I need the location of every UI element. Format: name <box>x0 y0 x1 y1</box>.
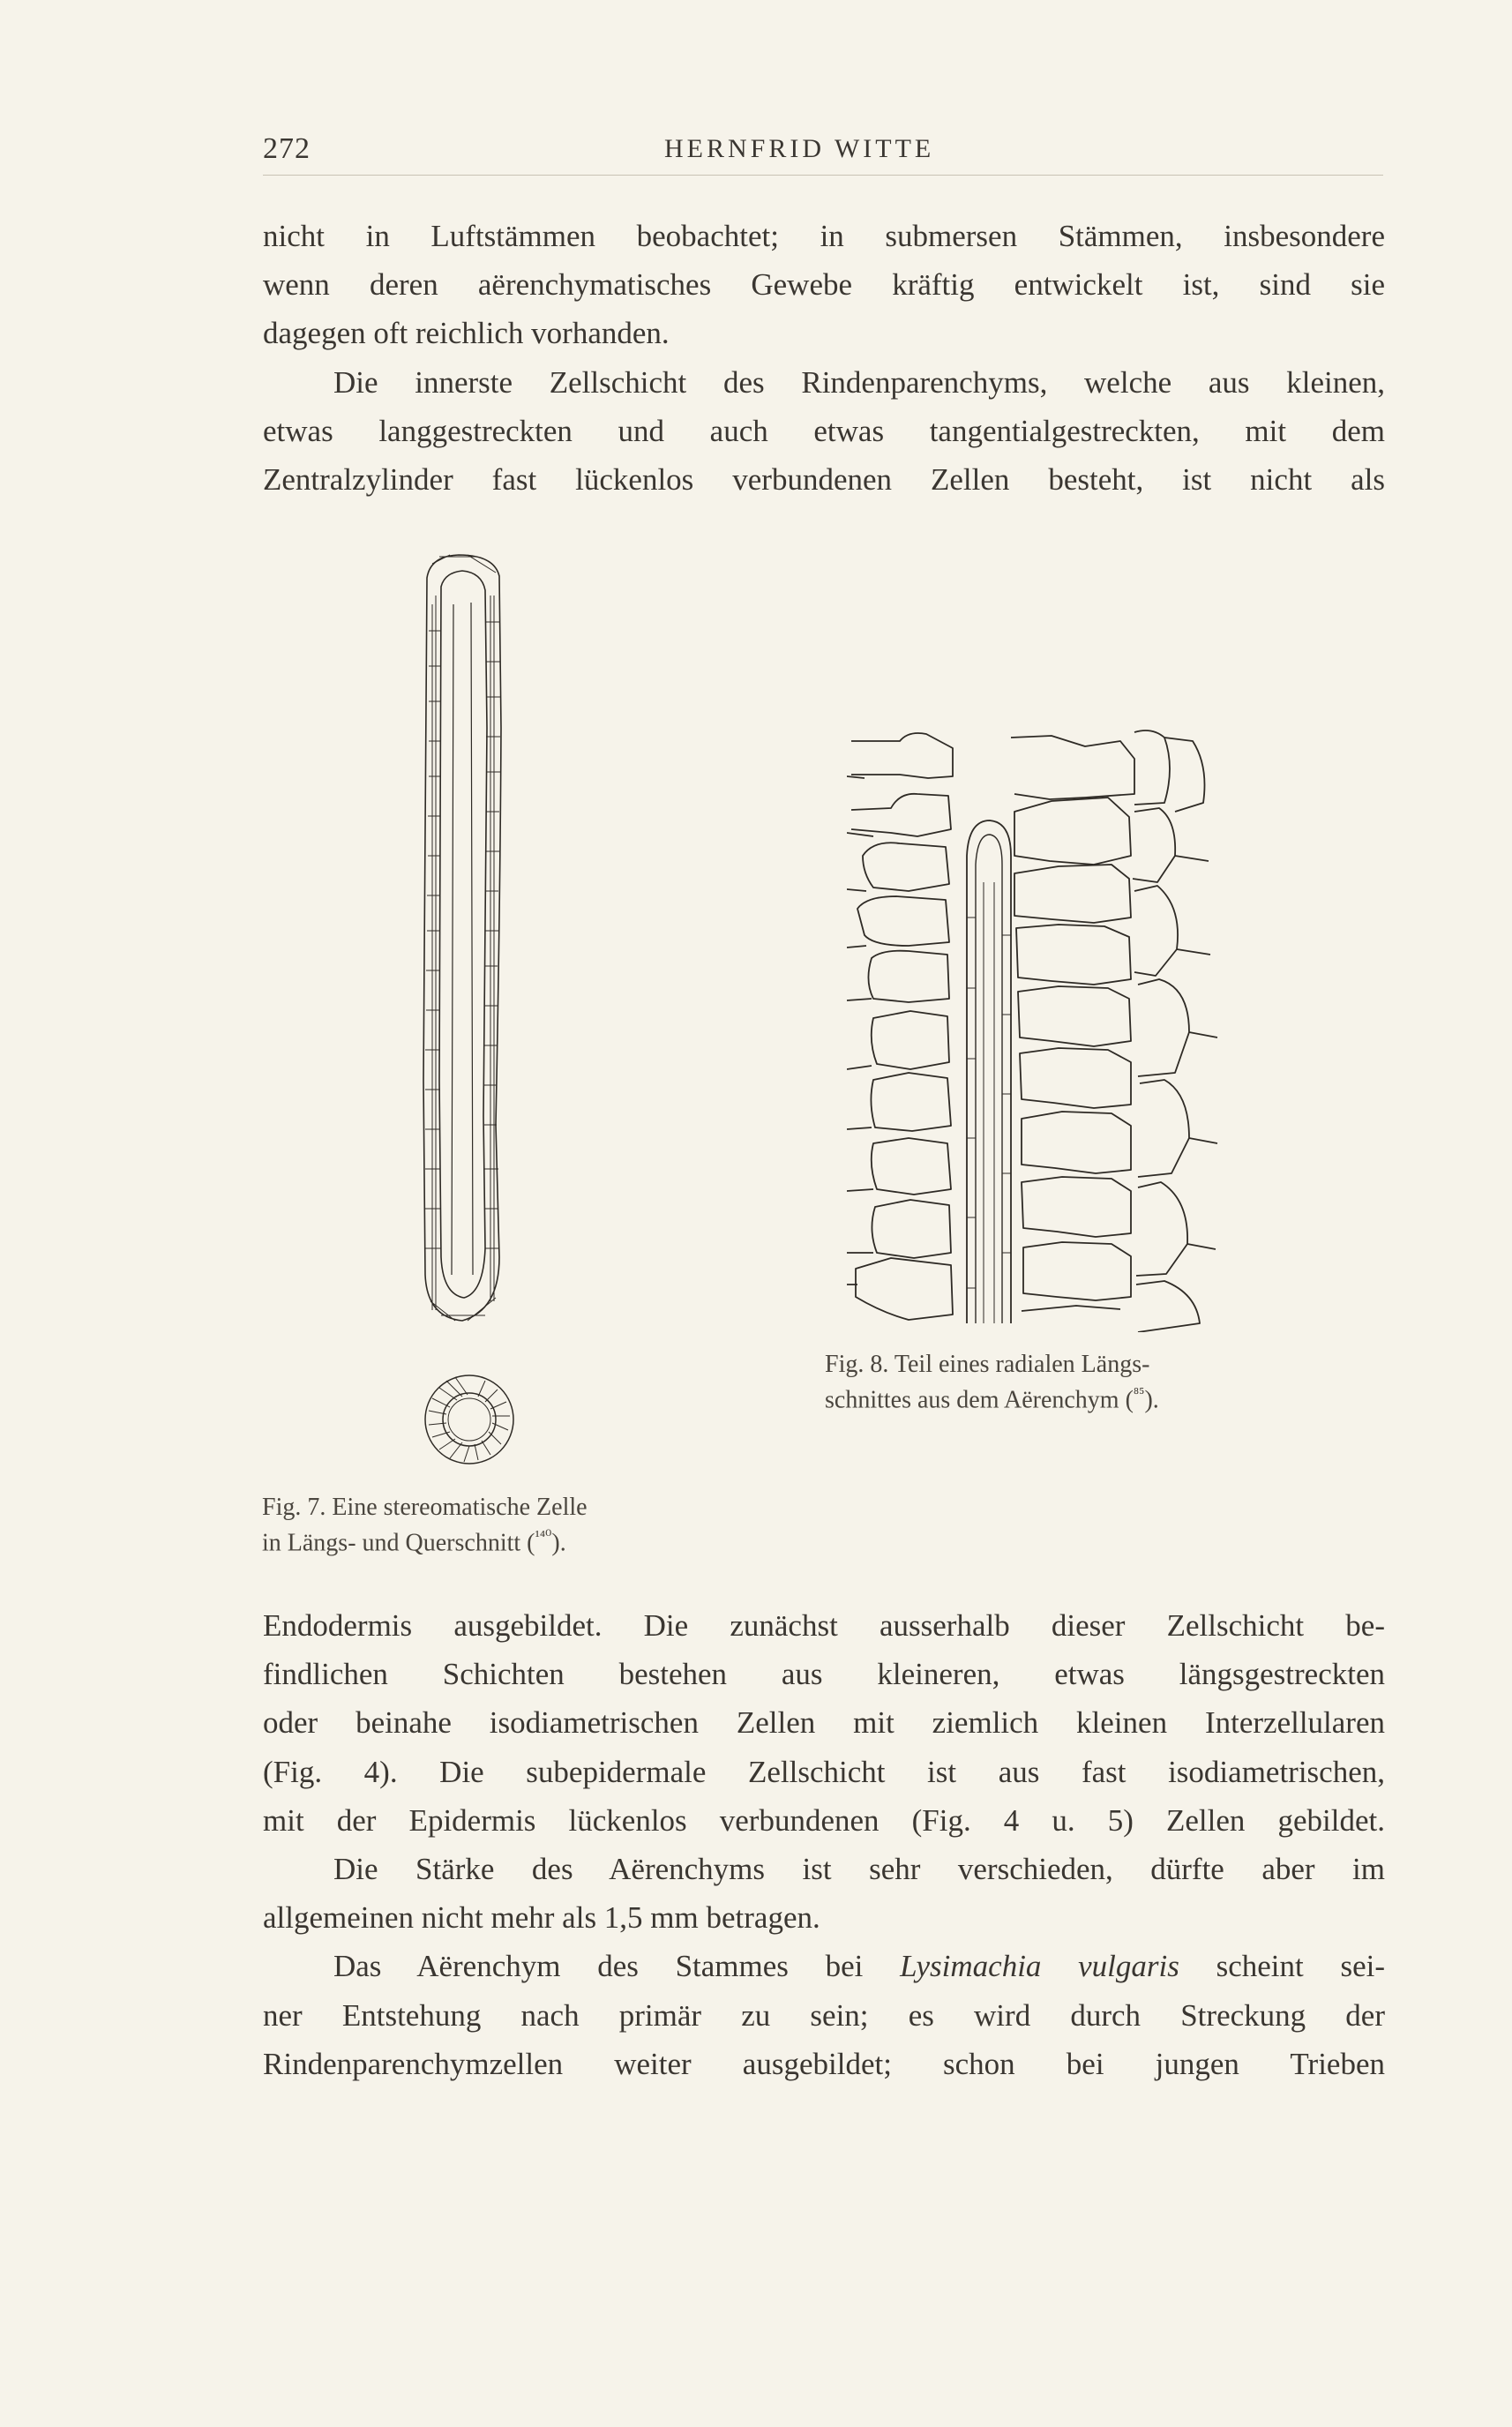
caption-text: ). <box>1144 1386 1159 1414</box>
text-line: ner Entstehung nach primär zu sein; es wird durch Streckung der <box>263 1997 1385 2033</box>
figure-7-caption <box>262 1493 721 1557</box>
body-text-bottom <box>263 1601 1385 2088</box>
text-line: nicht in Luftstämmen beobachtet; in submersen Stämmen, insbesondere <box>263 219 1385 253</box>
text-line: Die Stärke des Aërenchyms ist sehr verschieden, dürfte aber im <box>333 1852 1385 1887</box>
caption-text: in Längs- und Querschnitt ( <box>262 1529 535 1557</box>
figure-7-longitudinal-illustration <box>415 551 510 1328</box>
caption-line <box>262 1522 721 1557</box>
caption-line: Fig. 8. Teil eines radialen Längs- <box>825 1351 1150 1378</box>
text-line <box>263 1942 1385 1990</box>
caption-line: Fig. 7. Eine stereomatische Zelle <box>262 1494 588 1521</box>
caption-text: schnittes aus dem Aërenchym ( <box>825 1386 1134 1414</box>
text-line: allgemeinen nicht mehr als 1,5 mm betragen. <box>263 1900 820 1936</box>
text-span: scheint sei- <box>1179 1949 1385 1984</box>
text-line: Endodermis ausgebildet. Die zunächst ausserhalb dieser Zellschicht be- <box>263 1608 1385 1643</box>
text-line: oder beinahe isodiametrischen Zellen mit ziemlich kleinen Interzellularen <box>263 1705 1385 1741</box>
text-line: Zentralzylinder fast lückenlos verbundenen Zellen besteht, ist nicht als <box>263 462 1385 498</box>
text-line: Die innerste Zellschicht des Rindenparenchyms, welche aus kleinen, <box>333 364 1385 400</box>
text-line: etwas langgestreckten und auch etwas tangentialgestreckten, mit dem <box>263 413 1385 448</box>
caption-line <box>825 1379 1301 1414</box>
header-rule <box>263 175 1383 176</box>
caption-fraction: ⁸⁵ <box>1133 1384 1145 1402</box>
text-line: dagegen oft reichlich vorhanden. <box>263 316 670 351</box>
text-line: findlichen Schichten bestehen aus kleineren, etwas längsgestreckten <box>263 1657 1385 1692</box>
running-head: HERNFRID WITTE <box>664 134 935 163</box>
body-text-top <box>263 212 1385 504</box>
figure-8-caption <box>825 1350 1301 1414</box>
page-header <box>263 132 1383 176</box>
caption-text: ). <box>551 1529 566 1557</box>
figure-8-aerenchyma-illustration <box>847 723 1244 1332</box>
species-name: Lysimachia vulgaris <box>900 1949 1179 1984</box>
text-line: Rindenparenchymzellen weiter ausgebildet; schon bei jungen Trieben <box>263 2046 1385 2081</box>
caption-fraction: ¹⁴⁰ <box>535 1527 552 1545</box>
text-line: wenn deren aërenchymatisches Gewebe kräftig entwickelt ist, sind sie <box>263 267 1385 303</box>
figure-7-cross-section-illustration <box>422 1372 517 1467</box>
page-number: 272 <box>263 132 311 165</box>
text-line: (Fig. 4). Die subepidermale Zellschicht ist aus fast isodiametrischen, <box>263 1754 1385 1789</box>
text-span: Das Aërenchym des Stammes bei <box>333 1949 901 1984</box>
text-line: mit der Epidermis lückenlos verbundenen (Fig. 4 u. 5) Zellen gebildet. <box>263 1802 1385 1838</box>
